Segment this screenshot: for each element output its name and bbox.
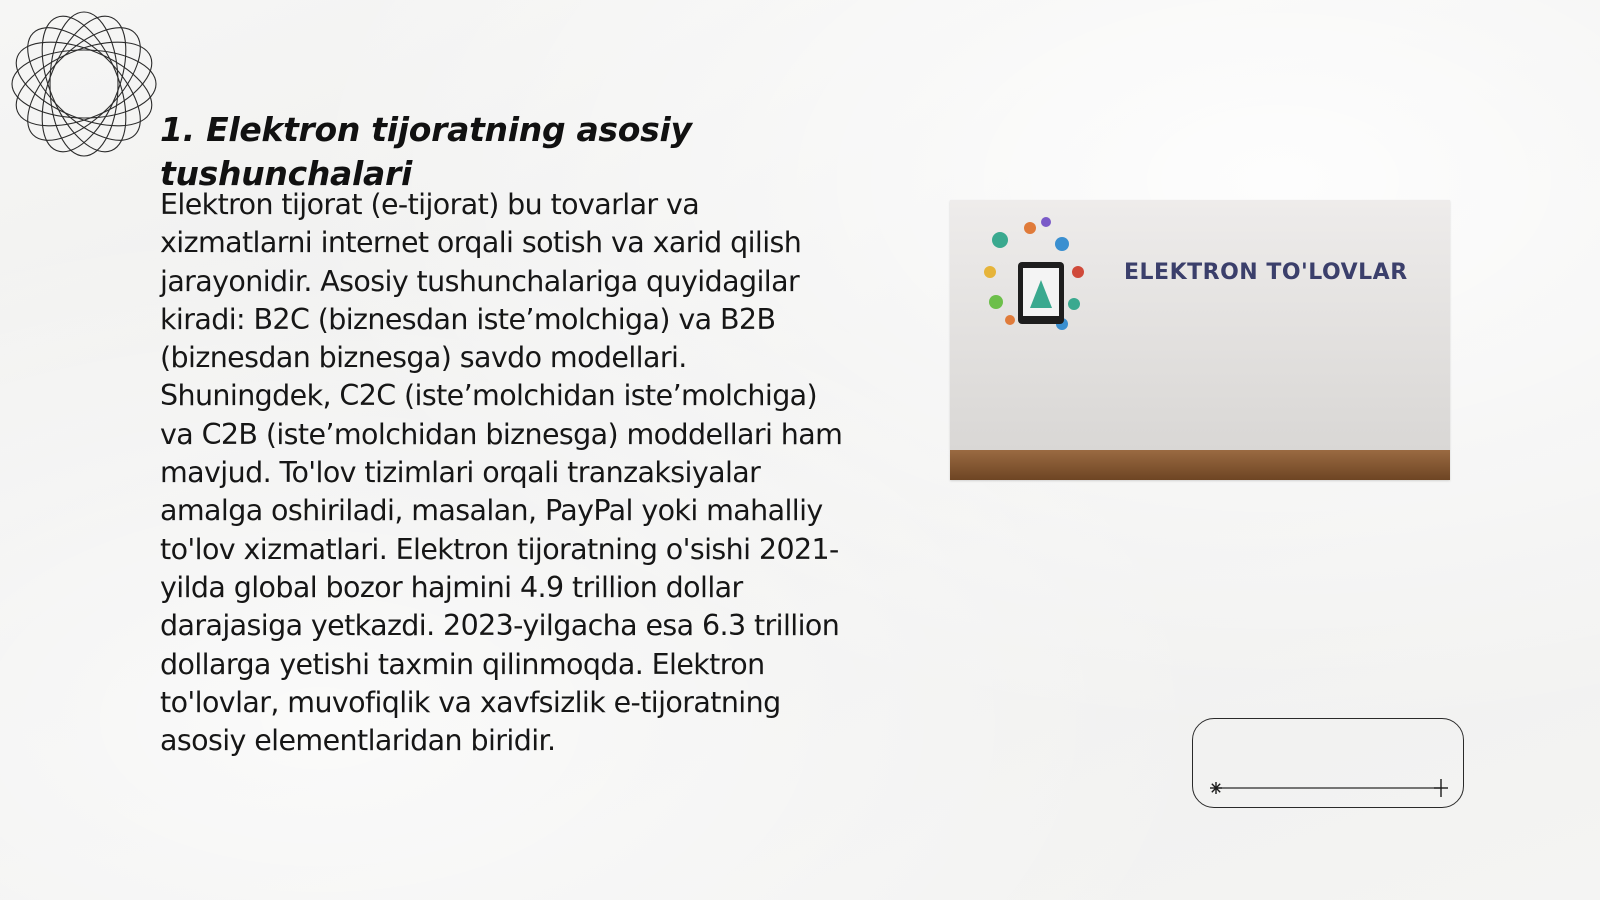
circle-lattice-icon — [8, 8, 160, 160]
image-caption: ELEKTRON TO'LOVLAR — [1124, 260, 1408, 285]
starburst-icon — [1210, 782, 1222, 794]
sparkle-cross-icon — [1434, 779, 1448, 797]
navigation-track — [1208, 778, 1452, 798]
illustration — [950, 200, 1450, 480]
slide-body-text: Elektron tijorat (e-tijorat) bu tovarlar va xizmatlarni internet orqali sotish va xarid qilish jarayonidir. Asosiy tushunchalariga quyidagilar kiradi: B2C (biznesdan iste’molchiga) va B2B (biznesdan biznesga) savdo modellari. Shuningdek, C2C (iste’molchidan iste’molchiga) va C2B (iste’molchidan biznesga) moddellari ham mavjud. To'lov tizimlari orqali tranzaksiyalar amalga oshiriladi, masalan, PayPal yoki mahalliy to'lov xizmatlari. Elektron tijoratning o'sishi 2021-yilda global bozor hajmini 4.9 trillion dollar darajasiga yetkazdi. 2023-yilgacha esa 6.3 trillion dollarga yetishi taxmin qilinmoqda. Elektron to'lovlar, muvofiqlik va xavfsizlik e-tijoratning asosiy elementlaridan biridir. — [160, 188, 843, 758]
slide-image — [950, 200, 1450, 480]
slide-title: 1. Elektron tijoratning asosiy tushunchalari — [160, 110, 692, 193]
